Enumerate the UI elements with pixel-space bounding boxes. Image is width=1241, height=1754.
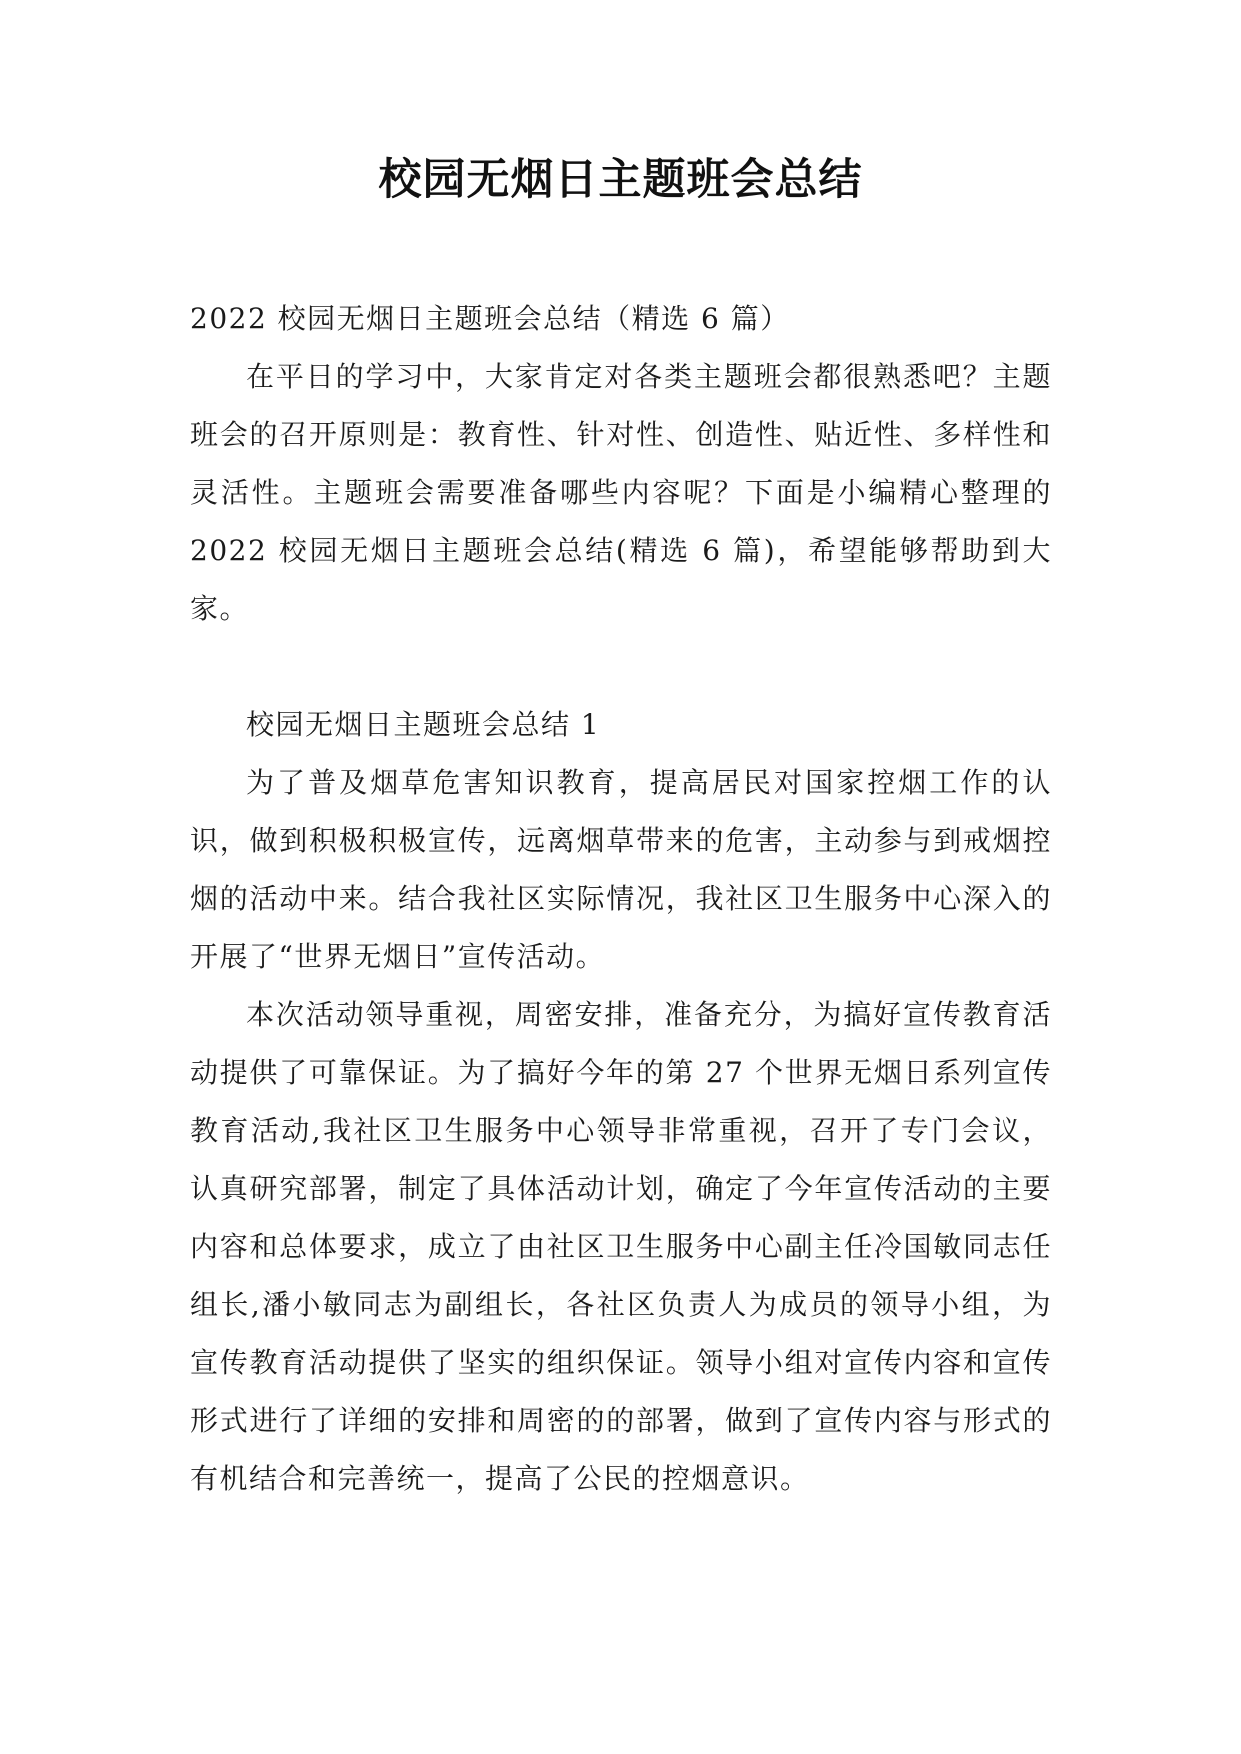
intro-paragraph: 在平日的学习中，大家肯定对各类主题班会都很熟悉吧？主题班会的召开原则是：教育性、针对性、创造性、贴近性、多样性和灵活性。主题班会需要准备哪些内容呢？下面是小编精心整理的2022 校园无烟日主题班会总结(精选 6 篇)，希望能够帮助到大家。 xyxy=(190,360,1052,625)
document-subtitle: 2022 校园无烟日主题班会总结（精选 6 篇） xyxy=(190,302,790,335)
document-body xyxy=(190,290,1052,1508)
section-heading: 校园无烟日主题班会总结 1 xyxy=(246,708,601,741)
body-paragraph-1: 为了普及烟草危害知识教育，提高居民对国家控烟工作的认识，做到积极积极宣传，远离烟草带来的危害，主动参与到戒烟控烟的活动中来。结合我社区实际情况，我社区卫生服务中心深入的开展了“世界无烟日”宣传活动。 xyxy=(190,766,1052,973)
body-paragraph-2: 本次活动领导重视，周密安排，准备充分，为搞好宣传教育活动提供了可靠保证。为了搞好今年的第 27 个世界无烟日系列宣传教育活动,我社区卫生服务中心领导非常重视，召开了专门会议，认真研究部署，制定了具体活动计划，确定了今年宣传活动的主要内容和总体要求，成立了由社区卫生服务中心副主任冷国敏同志任组长,潘小敏同志为副组长，各社区负责人为成员的领导小组，为宣传教育活动提供了坚实的组织保证。领导小组对宣传内容和宣传形式进行了详细的安排和周密的的部署，做到了宣传内容与形式的有机结合和完善统一，提高了公民的控烟意识。 xyxy=(190,998,1052,1495)
document-title: 校园无烟日主题班会总结 xyxy=(378,155,863,205)
paragraph-spacer xyxy=(190,638,1052,696)
